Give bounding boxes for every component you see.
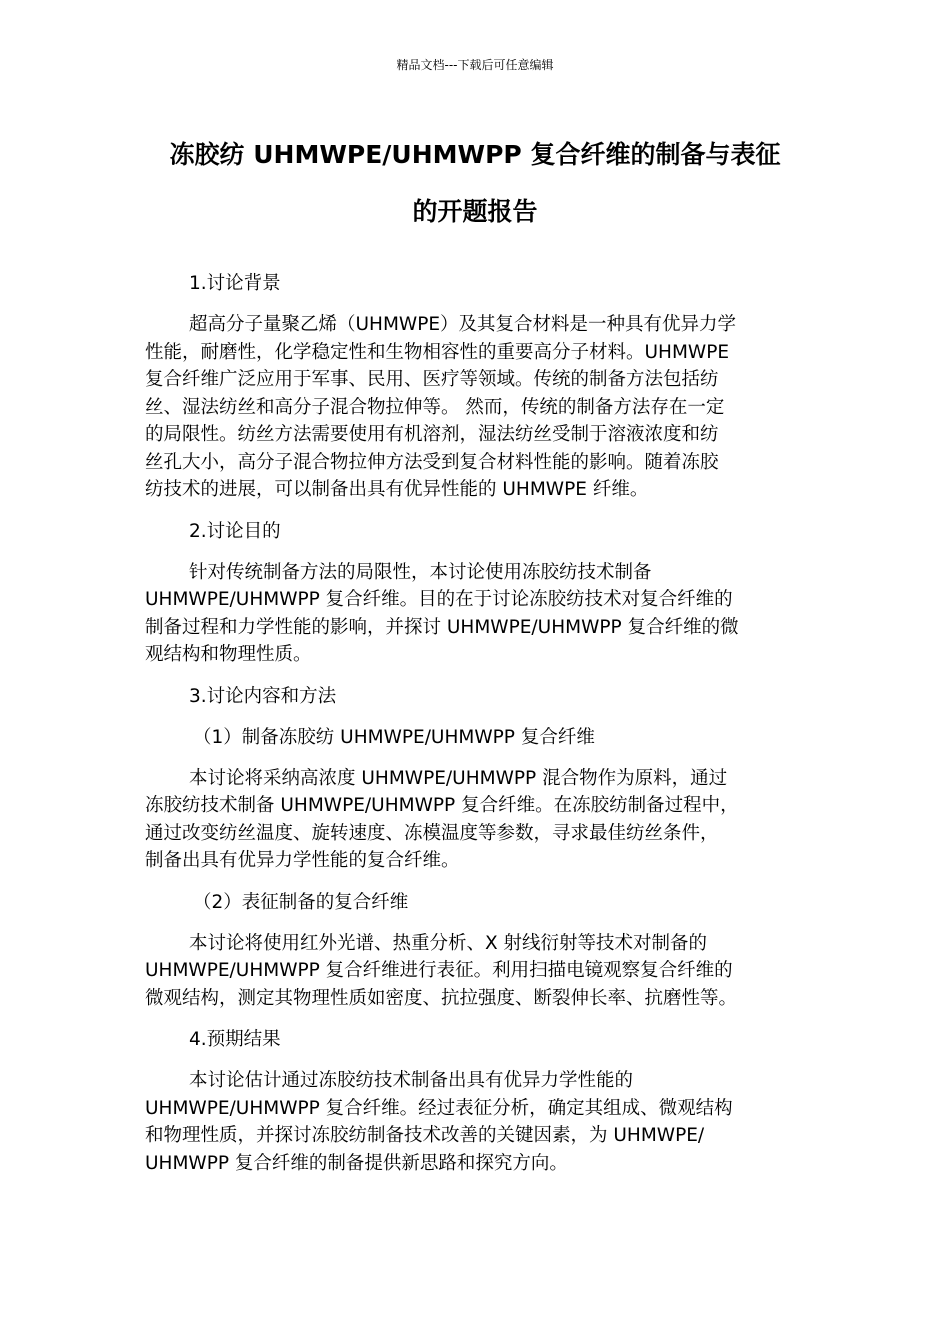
paragraph-line: 针对传统制备方法的局限性，本讨论使用冻胶纺技术制备 bbox=[189, 561, 652, 583]
document-body bbox=[145, 270, 810, 1191]
paragraph-line: 本讨论估计通过冻胶纺技术制备出具有优异力学性能的 bbox=[189, 1070, 634, 1091]
paragraph-preparation bbox=[145, 765, 810, 875]
paragraph-line: 制备出具有优异力学性能的复合纤维。 bbox=[145, 850, 460, 871]
paragraph-line: 性能，耐磨性，化学稳定性和生物相容性的重要高分子材料。UHMWPE bbox=[145, 341, 730, 363]
paragraph-expected-results bbox=[145, 1067, 810, 1177]
section-heading-purpose: 2.讨论目的 bbox=[189, 520, 281, 542]
section-heading-methods: 3.讨论内容和方法 bbox=[189, 685, 337, 707]
paragraph-line: 复合纤维广泛应用于军事、民用、医疗等领域。传统的制备方法包括纺 bbox=[145, 369, 719, 390]
paragraph-line: 丝、湿法纺丝和高分子混合物拉伸等。 然而，传统的制备方法存在一定 bbox=[145, 396, 725, 418]
paragraph-line: 本讨论将使用红外光谱、热重分析、X 射线衍射等技术对制备的 bbox=[189, 932, 708, 954]
document-title-line-1: 冻胶纺 UHMWPE/UHMWPP 复合纤维的制备与表征 bbox=[169, 140, 781, 169]
paragraph-characterization bbox=[145, 930, 810, 1013]
sub-heading-characterization: （2）表征制备的复合纤维 bbox=[193, 891, 409, 913]
paragraph-line: 通过改变纺丝温度、旋转速度、冻模温度等参数，寻求最佳纺丝条件， bbox=[145, 822, 719, 844]
paragraph-line: 本讨论将采纳高浓度 UHMWPE/UHMWPP 混合物作为原料，通过 bbox=[189, 767, 728, 789]
paragraph-line: 纺技术的进展，可以制备出具有优异性能的 UHMWPE 纤维。 bbox=[145, 479, 649, 500]
paragraph-line: 的局限性。纺丝方法需要使用有机溶剂，湿法纺丝受制于溶液浓度和纺 bbox=[145, 424, 719, 445]
header-note: 精品文档---下载后可任意编辑 bbox=[396, 58, 554, 72]
paragraph-line: 丝孔大小，高分子混合物拉伸方法受到复合材料性能的影响。随着冻胶 bbox=[145, 451, 719, 473]
paragraph-line: 冻胶纺技术制备 UHMWPE/UHMWPP 复合纤维。在冻胶纺制备过程中， bbox=[145, 795, 739, 816]
paragraph-line: 超高分子量聚乙烯（UHMWPE）及其复合材料是一种具有优异力学 bbox=[189, 314, 737, 335]
paragraph-line: 观结构和物理性质。 bbox=[145, 644, 312, 665]
paragraph-purpose bbox=[145, 559, 810, 669]
paragraph-line: UHMWPE/UHMWPP 复合纤维。目的在于讨论冻胶纺技术对复合纤维的 bbox=[145, 589, 733, 610]
paragraph-line: 微观结构，测定其物理性质如密度、抗拉强度、断裂伸长率、抗磨性等。 bbox=[145, 987, 738, 1009]
document-title-line-2: 的开题报告 bbox=[412, 197, 538, 226]
paragraph-background bbox=[145, 311, 810, 504]
section-heading-expected-results: 4.预期结果 bbox=[189, 1029, 281, 1050]
paragraph-line: 制备过程和力学性能的影响，并探讨 UHMWPE/UHMWPP 复合纤维的微 bbox=[145, 616, 739, 638]
paragraph-line: UHMWPE/UHMWPP 复合纤维进行表征。利用扫描电镜观察复合纤维的 bbox=[145, 960, 733, 981]
sub-heading-preparation: （1）制备冻胶纺 UHMWPE/UHMWPP 复合纤维 bbox=[193, 726, 595, 748]
paragraph-line: UHMWPE/UHMWPP 复合纤维。经过表征分析，确定其组成、微观结构 bbox=[145, 1097, 733, 1119]
paragraph-line: UHMWPP 复合纤维的制备提供新思路和探究方向。 bbox=[145, 1152, 568, 1174]
paragraph-line: 和物理性质，并探讨冻胶纺制备技术改善的关键因素，为 UHMWPE/ bbox=[145, 1125, 705, 1146]
section-heading-background: 1.讨论背景 bbox=[189, 273, 281, 294]
